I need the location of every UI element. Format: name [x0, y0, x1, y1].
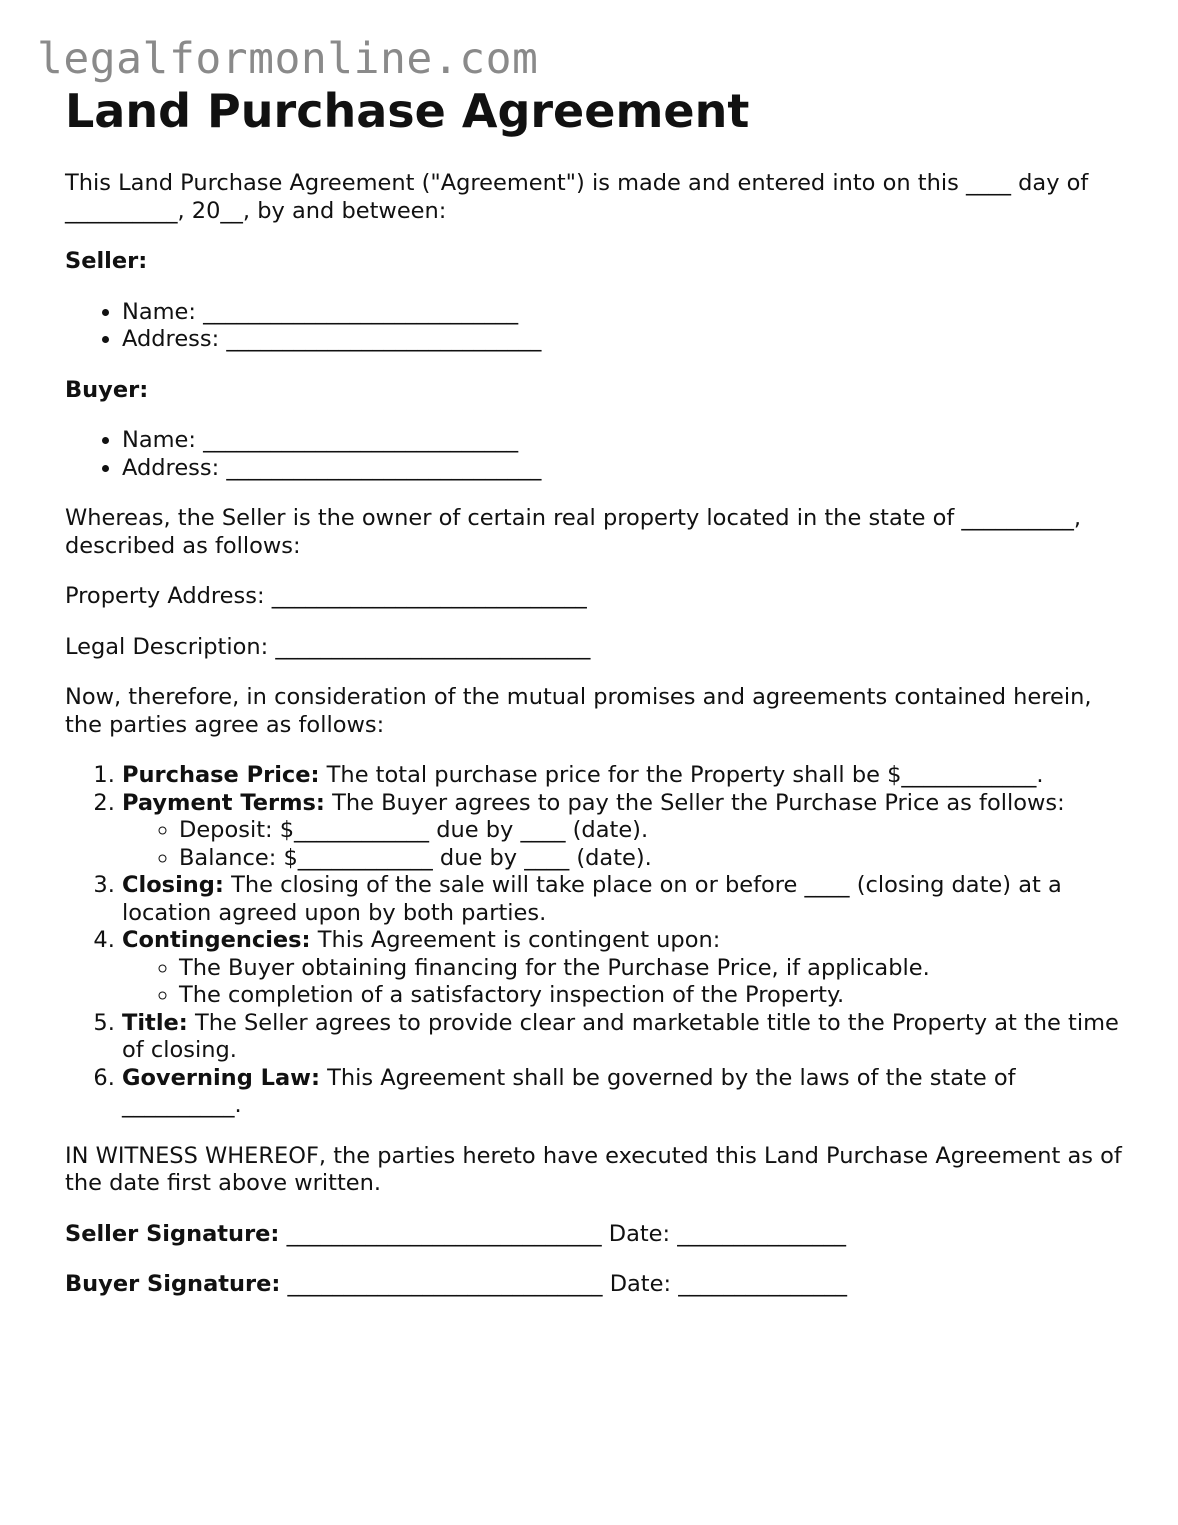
inspection-item: ◦ The completion of a satisfactory inspection of the Property. [179, 982, 1125, 1010]
contingencies-sublist [122, 955, 1125, 1010]
witness-paragraph: IN WITNESS WHEREOF, the parties hereto have executed this Land Purchase Agreement as of the date first above written. [65, 1142, 1122, 1196]
buyer-heading: Buyer: [65, 376, 149, 403]
term-label: Closing: [122, 872, 224, 898]
seller-name-field: • Name: ____________________________ [122, 299, 1125, 327]
term-label: Purchase Price: [122, 762, 320, 788]
term-text: This Agreement shall be governed by the laws of the state of __________. [122, 1064, 1016, 1118]
payment-sublist [122, 817, 1125, 872]
term-label: Contingencies: [122, 927, 311, 953]
seller-signature-line [65, 1221, 1125, 1249]
property-address-field: Property Address: ____________________________ [65, 583, 587, 609]
buyer-address-field: • Address: ____________________________ [122, 455, 1125, 483]
document-body [65, 170, 1125, 1322]
whereas-paragraph: Whereas, the Seller is the owner of certain real property located in the state of __________, described as follows: [65, 505, 1082, 559]
term-text: The closing of the sale will take place on or before ____ (closing date) at a location agreed upon by both parties. [122, 872, 1062, 926]
deposit-item: ◦ Deposit: $____________ due by ____ (date). [179, 817, 1125, 845]
terms-list [65, 762, 1125, 1120]
term-closing [122, 872, 1125, 927]
term-label: Governing Law: [122, 1064, 320, 1091]
seller-address-field: • Address: ____________________________ [122, 326, 1125, 354]
signature-block [65, 1221, 1125, 1299]
balance-item: ◦ Balance: $____________ due by ____ (date). [179, 845, 1125, 873]
seller-details [65, 299, 1125, 354]
financing-item: ◦ The Buyer obtaining financing for the Purchase Price, if applicable. [179, 955, 1125, 983]
seller-heading: Seller: [65, 248, 148, 274]
term-label: Title: [122, 1009, 188, 1036]
watermark: legalformonline.com [37, 34, 539, 84]
term-contingencies [122, 927, 1125, 1010]
term-title [122, 1010, 1125, 1065]
term-text: The Seller agrees to provide clear and marketable title to the Property at the time of closing. [122, 1009, 1119, 1063]
term-text: The Buyer agrees to pay the Seller the Purchase Price as follows: [324, 789, 1065, 816]
buyer-signature-blanks: ____________________________ Date: _______________ [280, 1271, 847, 1297]
seller-signature-blanks: ____________________________ Date: _______________ [279, 1220, 847, 1247]
now-therefore-paragraph: Now, therefore, in consideration of the mutual promises and agreements contained herein, the parties agree as follows: [65, 684, 1092, 738]
term-label: Payment Terms: [122, 789, 325, 816]
term-purchase-price [122, 762, 1125, 790]
buyer-signature-label: Buyer Signature: [65, 1271, 281, 1297]
buyer-signature-line [65, 1271, 1125, 1299]
seller-signature-label: Seller Signature: [65, 1220, 280, 1247]
buyer-details [65, 427, 1125, 482]
term-governing-law [122, 1065, 1125, 1120]
term-text: This Agreement is contingent upon: [310, 927, 721, 953]
buyer-name-field: • Name: ____________________________ [122, 427, 1125, 455]
legal-description-field: Legal Description: ____________________________ [65, 633, 591, 660]
term-payment-terms [122, 790, 1125, 873]
document-title: Land Purchase Agreement [65, 84, 750, 138]
intro-paragraph: This Land Purchase Agreement ("Agreement") is made and entered into on this ____ day of __________, 20__, by and between: [65, 170, 1089, 224]
term-text: The total purchase price for the Property shall be $____________. [319, 762, 1044, 788]
